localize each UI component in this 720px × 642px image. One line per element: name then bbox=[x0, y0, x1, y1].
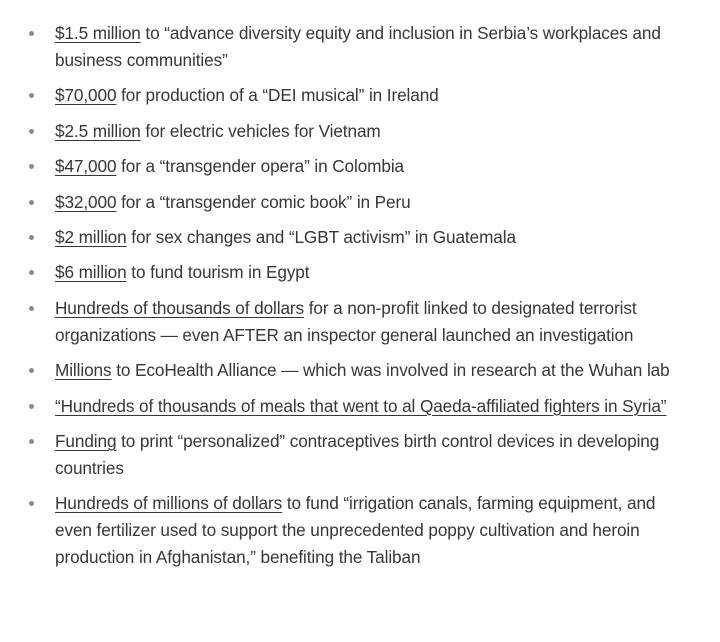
item-text: for a “transgender comic book” in Peru bbox=[116, 191, 411, 212]
item-link[interactable]: $2 million bbox=[55, 226, 127, 247]
bullet-icon bbox=[29, 306, 34, 311]
list-item bbox=[0, 295, 720, 349]
item-link[interactable]: $2.5 million bbox=[55, 120, 141, 141]
list-item bbox=[0, 393, 720, 420]
item-link[interactable]: Hundreds of millions of dollars bbox=[55, 493, 283, 514]
item-link[interactable]: $32,000 bbox=[55, 191, 117, 212]
item-link[interactable]: $1.5 million bbox=[55, 23, 141, 43]
item-link[interactable]: Funding bbox=[55, 430, 117, 451]
item-link[interactable]: “Hundreds of thousands of meals that went to al Qaeda-affiliated fighters in Syria” bbox=[55, 395, 667, 416]
bullet-icon bbox=[29, 404, 34, 409]
bullet-icon bbox=[29, 368, 34, 373]
bullet-icon bbox=[29, 439, 34, 444]
bullet-icon bbox=[29, 129, 34, 134]
item-text: for a non-profit linked to designated terrorist organizations — even AFTER an inspector general launched an investigation bbox=[55, 297, 637, 345]
item-text: to EcoHealth Alliance — which was involved in research at the Wuhan lab bbox=[111, 360, 670, 381]
list-item bbox=[0, 118, 720, 145]
list-item bbox=[0, 428, 720, 482]
item-text: to fund “irrigation canals, farming equipment, and even fertilizer used to support the unprecedented poppy cultivation and heroin production in Afghanistan,” benefiting the Taliban bbox=[55, 493, 656, 568]
item-link[interactable]: $70,000 bbox=[55, 85, 117, 106]
item-text: for electric vehicles for Vietnam bbox=[140, 120, 381, 141]
item-link[interactable]: Millions bbox=[55, 360, 112, 381]
list-item bbox=[0, 357, 720, 384]
list-item bbox=[0, 259, 720, 286]
item-text: for a “transgender opera” in Colombia bbox=[116, 156, 405, 177]
item-link[interactable]: $47,000 bbox=[55, 156, 117, 177]
item-text: to fund tourism in Egypt bbox=[126, 262, 310, 283]
list-item bbox=[0, 153, 720, 180]
item-link[interactable]: $6 million bbox=[55, 262, 127, 283]
list-item bbox=[0, 224, 720, 251]
item-text: to “advance diversity equity and inclusion in Serbia’s workplaces and business communities” bbox=[55, 23, 661, 70]
list-item bbox=[0, 20, 720, 74]
list-item bbox=[0, 490, 720, 571]
item-text: for sex changes and “LGBT activism” in Guatemala bbox=[126, 226, 516, 247]
bullet-icon bbox=[29, 164, 34, 169]
item-text: to print “personalized” contraceptives birth control devices in developing countries bbox=[55, 430, 660, 478]
item-link[interactable]: Hundreds of thousands of dollars bbox=[55, 297, 305, 318]
bullet-icon bbox=[29, 31, 34, 36]
bullet-icon bbox=[29, 93, 34, 98]
list-item bbox=[0, 82, 720, 109]
item-text: for production of a “DEI musical” in Ireland bbox=[116, 85, 439, 106]
bullet-icon bbox=[29, 235, 34, 240]
list-item bbox=[0, 189, 720, 216]
bullet-icon bbox=[29, 501, 34, 506]
bullet-icon bbox=[29, 200, 34, 205]
bullet-icon bbox=[29, 270, 34, 275]
